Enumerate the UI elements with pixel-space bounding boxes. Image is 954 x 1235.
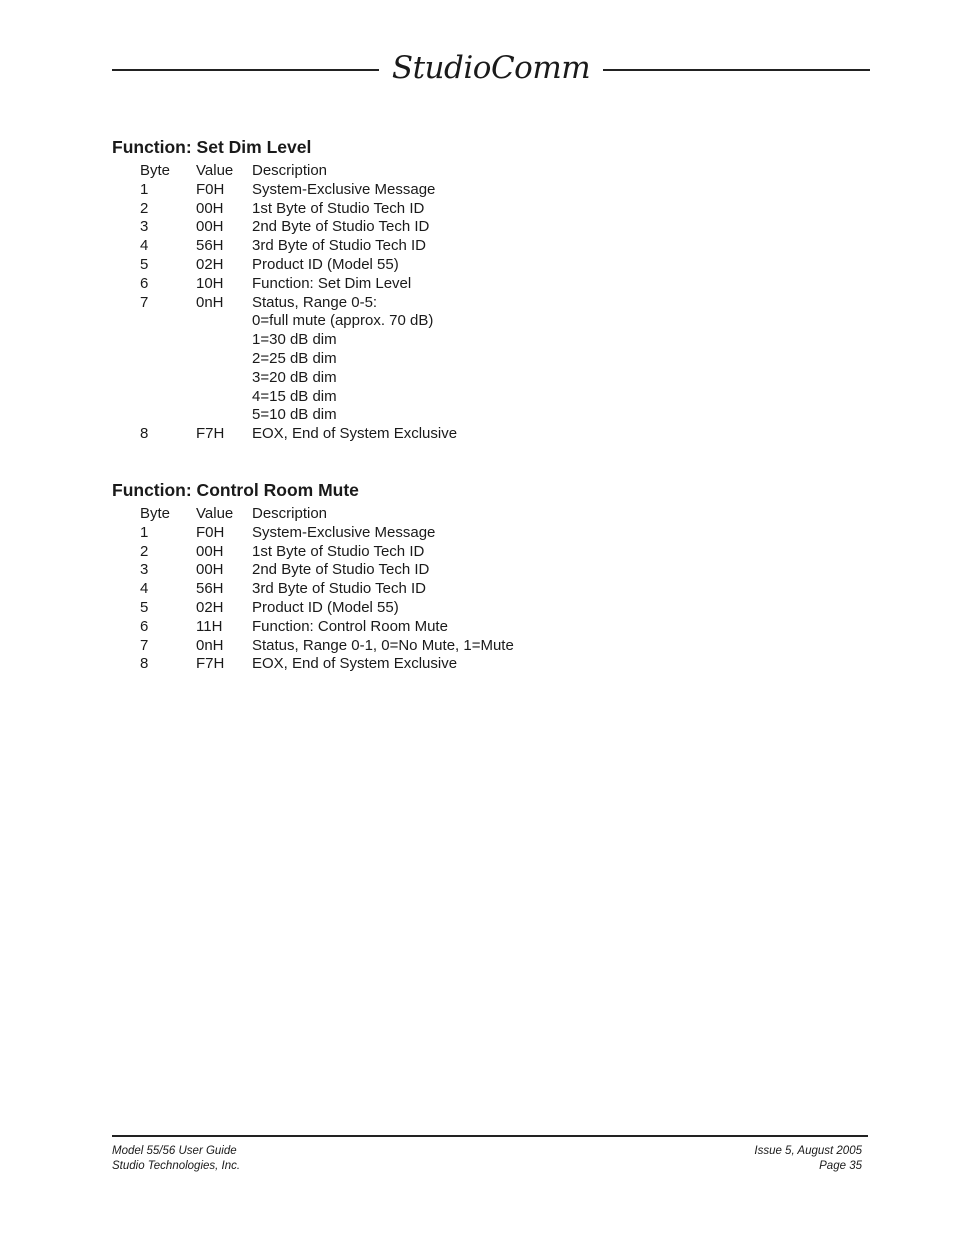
value-cell: 10H — [196, 274, 224, 292]
byte-cell: 4 — [140, 237, 149, 255]
sysex-table — [140, 162, 457, 444]
byte-cell: 8 — [140, 425, 149, 443]
table-row — [140, 350, 457, 369]
byte-cell: 8 — [140, 655, 149, 673]
footer-guide-title: Model 55/56 User Guide — [112, 1145, 237, 1157]
description-cell: EOX, End of System Exclusive — [252, 655, 458, 673]
description-cell: Status, Range 0-1, 0=No Mute, 1=Mute — [252, 636, 514, 654]
table-row — [140, 181, 457, 200]
value-cell: 00H — [196, 542, 224, 560]
table-row — [140, 200, 457, 219]
byte-cell: 6 — [140, 617, 149, 635]
value-cell: F0H — [196, 180, 225, 198]
table-body — [140, 181, 457, 444]
byte-cell — [140, 388, 196, 407]
byte-cell: 2 — [140, 199, 149, 217]
byte-cell: 5 — [140, 255, 149, 273]
footer-company: Studio Technologies, Inc. — [112, 1160, 241, 1172]
value-cell: 02H — [196, 255, 224, 273]
table-row — [140, 312, 457, 331]
section-control-room-mute — [112, 479, 514, 674]
section-set-dim-level — [112, 136, 457, 444]
table-row — [140, 369, 457, 388]
table-row — [140, 637, 514, 656]
footer-right — [754, 1144, 862, 1174]
description-cell: EOX, End of System Exclusive — [252, 425, 458, 443]
table-row — [140, 543, 514, 562]
description-cell: 2nd Byte of Studio Tech ID — [252, 561, 430, 579]
description-cell: 3rd Byte of Studio Tech ID — [252, 237, 426, 255]
table-row — [140, 406, 457, 425]
column-header-description: Description — [252, 505, 328, 522]
table-header-row — [140, 162, 457, 181]
table-row — [140, 524, 514, 543]
description-cell: 0=full mute (approx. 70 dB) — [252, 312, 434, 330]
value-cell: 0nH — [196, 636, 224, 654]
byte-cell — [140, 312, 196, 331]
description-cell: Function: Control Room Mute — [252, 617, 448, 635]
column-header-description: Description — [252, 162, 328, 179]
column-header-byte: Byte — [140, 505, 171, 522]
section-title: Function: Set Dim Level — [112, 137, 312, 157]
byte-cell: 7 — [140, 293, 149, 311]
table-row — [140, 256, 457, 275]
table-row — [140, 655, 514, 674]
byte-cell — [140, 331, 196, 350]
description-cell: System-Exclusive Message — [252, 523, 436, 541]
description-cell: 2nd Byte of Studio Tech ID — [252, 218, 430, 236]
description-cell: Product ID (Model 55) — [252, 255, 399, 273]
value-cell: F7H — [196, 425, 225, 443]
column-header-byte: Byte — [140, 162, 171, 179]
footer-rule — [112, 1135, 868, 1137]
description-cell: 3rd Byte of Studio Tech ID — [252, 580, 426, 598]
value-cell: 56H — [196, 237, 224, 255]
table-row — [140, 599, 514, 618]
value-cell: 02H — [196, 598, 224, 616]
table-row — [140, 618, 514, 637]
table-row — [140, 425, 457, 444]
description-cell: Function: Set Dim Level — [252, 274, 412, 292]
table-row — [140, 275, 457, 294]
description-cell: Product ID (Model 55) — [252, 598, 399, 616]
byte-cell — [140, 369, 196, 388]
value-cell: F0H — [196, 523, 225, 541]
description-cell: 1st Byte of Studio Tech ID — [252, 542, 425, 560]
footer-left — [112, 1144, 240, 1174]
footer-issue: Issue 5, August 2005 — [754, 1145, 862, 1157]
value-cell: 11H — [196, 617, 223, 635]
table-body — [140, 524, 514, 674]
table-row — [140, 331, 457, 350]
value-cell — [196, 406, 252, 425]
table-header-row — [140, 505, 514, 524]
table-row — [140, 237, 457, 256]
description-cell: 1=30 dB dim — [252, 331, 337, 349]
byte-cell — [140, 350, 196, 369]
value-cell — [196, 312, 252, 331]
value-cell: 0nH — [196, 293, 224, 311]
byte-cell: 3 — [140, 561, 149, 579]
description-cell: 1st Byte of Studio Tech ID — [252, 199, 425, 217]
description-cell: 2=25 dB dim — [252, 349, 337, 367]
table-row — [140, 388, 457, 407]
value-cell: F7H — [196, 655, 225, 673]
value-cell: 56H — [196, 580, 224, 598]
column-header-value: Value — [196, 162, 234, 179]
value-cell — [196, 369, 252, 388]
value-cell — [196, 331, 252, 350]
table-row — [140, 218, 457, 237]
value-cell: 00H — [196, 561, 224, 579]
byte-cell: 1 — [140, 523, 149, 541]
header-rule-right — [603, 69, 870, 71]
byte-cell: 1 — [140, 180, 149, 198]
value-cell — [196, 388, 252, 407]
value-cell: 00H — [196, 218, 224, 236]
description-cell: 3=20 dB dim — [252, 368, 337, 386]
sysex-table — [140, 505, 514, 674]
value-cell — [196, 350, 252, 369]
description-cell: 5=10 dB dim — [252, 406, 337, 424]
byte-cell: 2 — [140, 542, 149, 560]
section-title: Function: Control Room Mute — [112, 480, 359, 500]
description-cell: Status, Range 0-5: — [252, 293, 378, 311]
footer-page-number: Page 35 — [819, 1160, 862, 1172]
byte-cell: 6 — [140, 274, 149, 292]
header-rule-left — [112, 69, 379, 71]
byte-cell: 5 — [140, 598, 149, 616]
description-cell: 4=15 dB dim — [252, 387, 337, 405]
byte-cell: 4 — [140, 580, 149, 598]
table-row — [140, 294, 457, 313]
value-cell: 00H — [196, 199, 224, 217]
byte-cell — [140, 406, 196, 425]
studiocomm-logo: StudioComm — [391, 50, 591, 86]
table-row — [140, 561, 514, 580]
byte-cell: 3 — [140, 218, 149, 236]
table-row — [140, 580, 514, 599]
description-cell: System-Exclusive Message — [252, 180, 436, 198]
byte-cell: 7 — [140, 636, 149, 654]
column-header-value: Value — [196, 505, 234, 522]
